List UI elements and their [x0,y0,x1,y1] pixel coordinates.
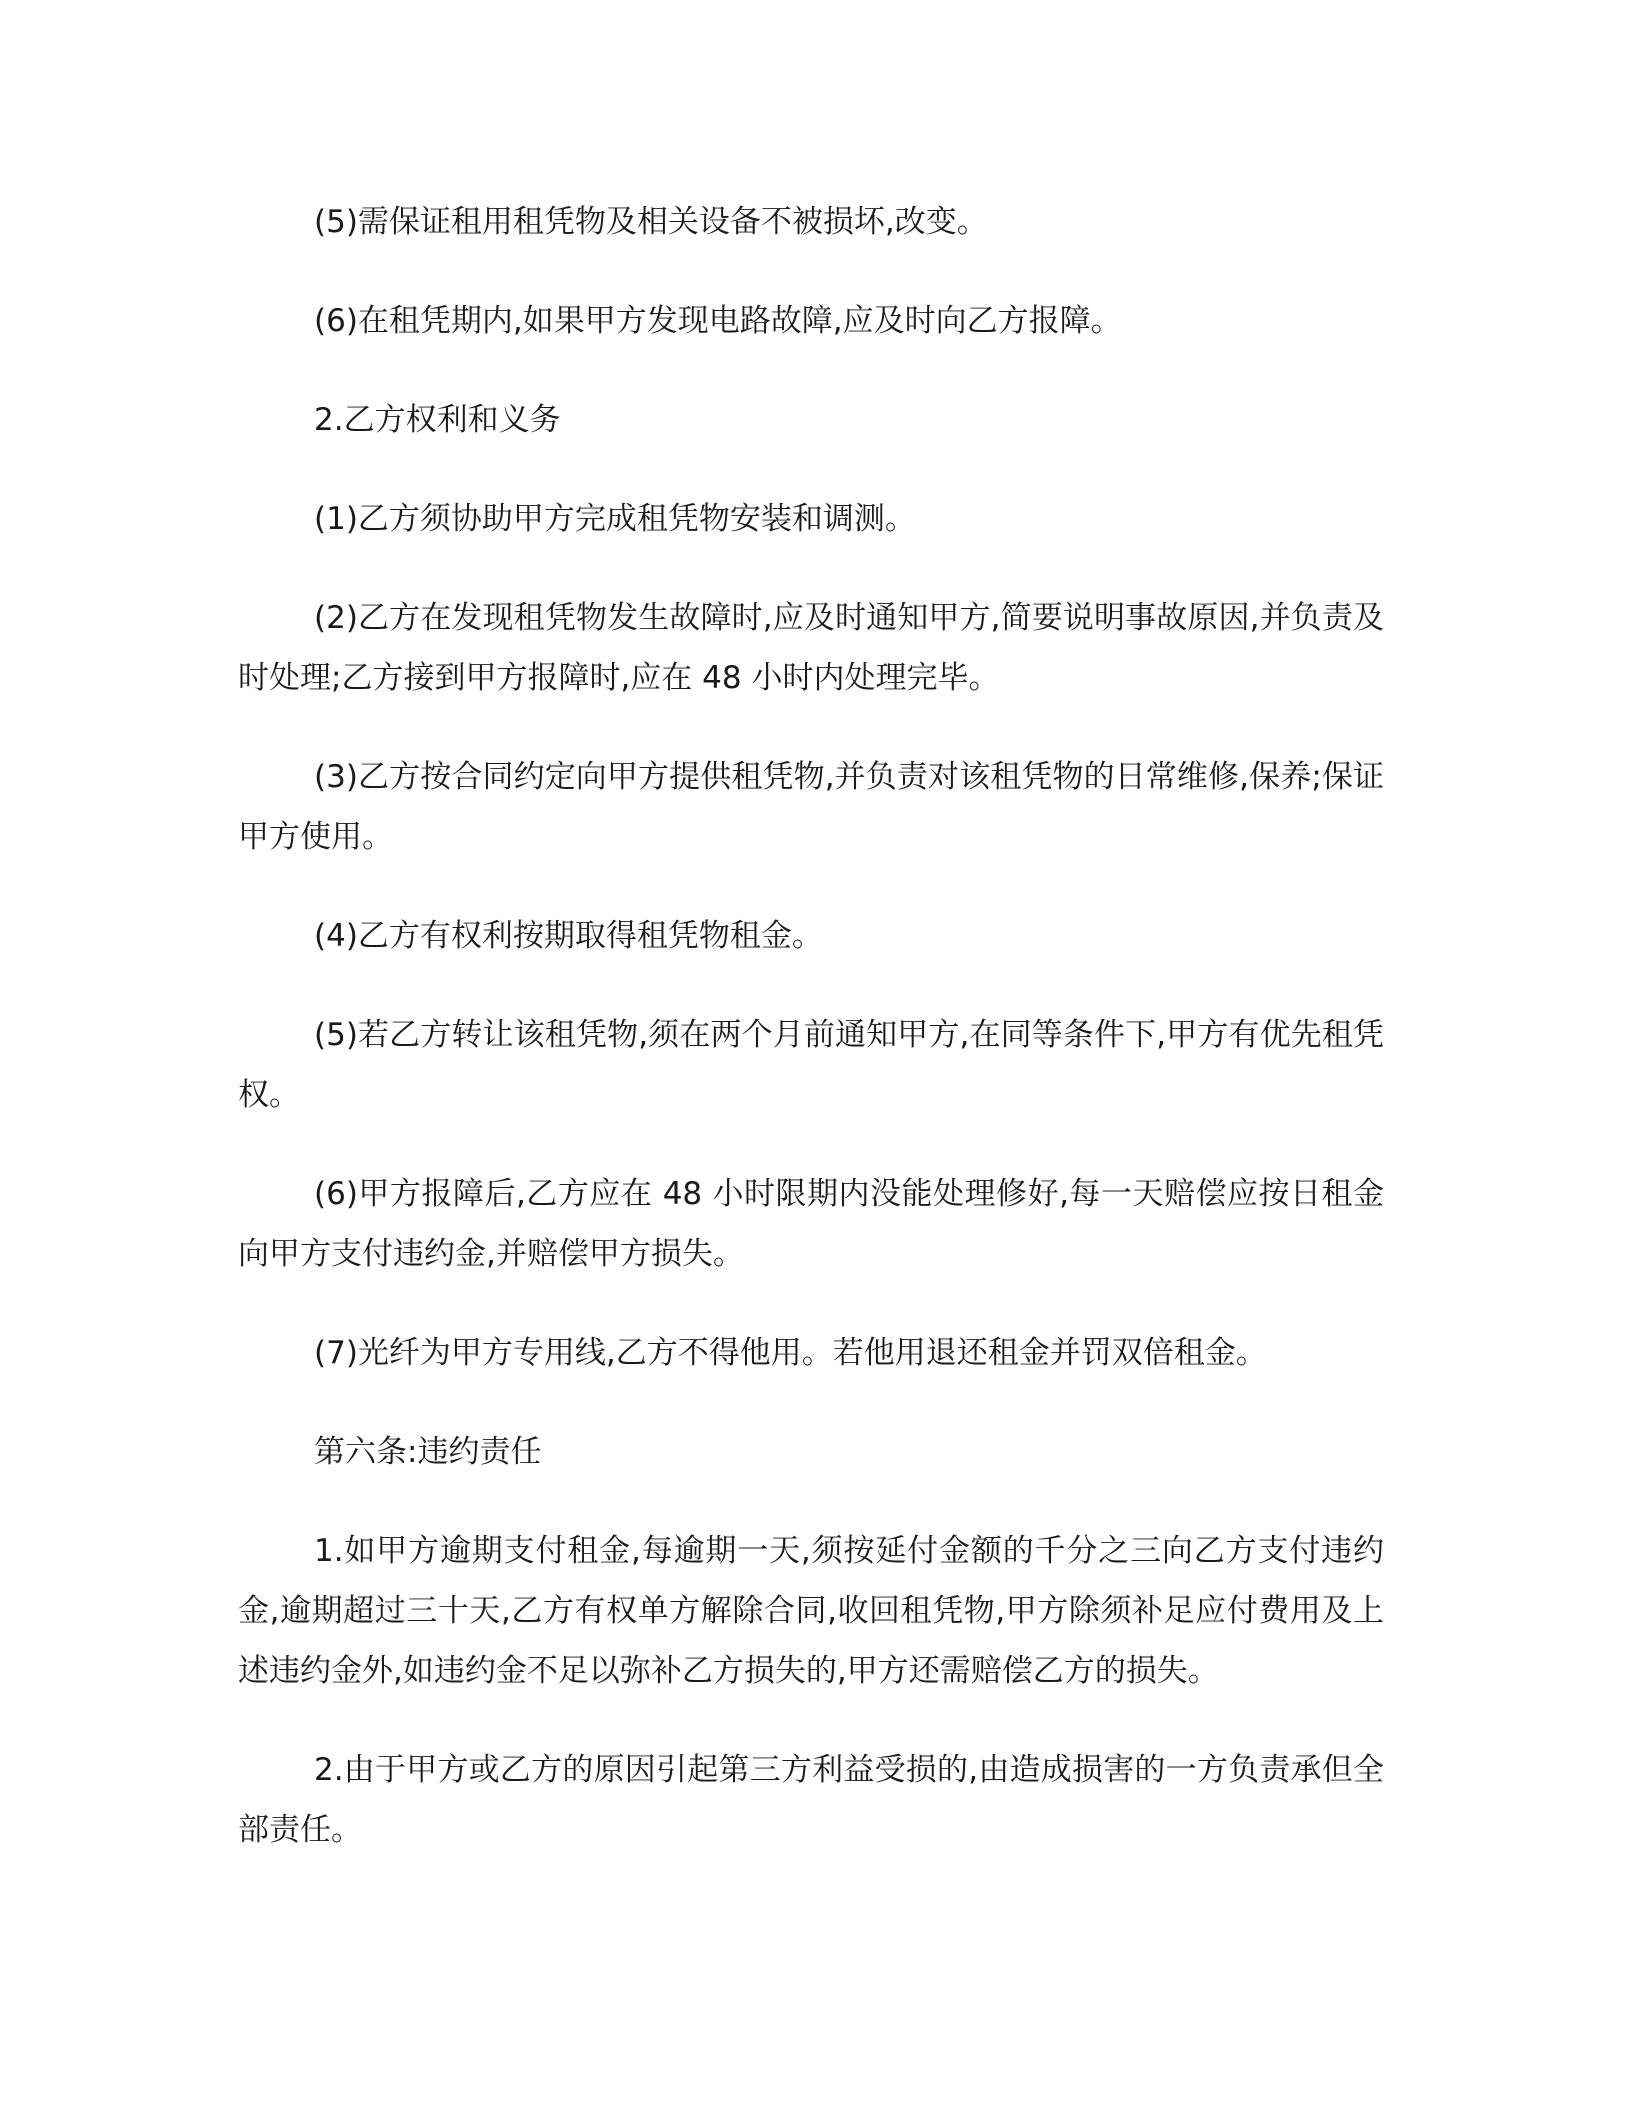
document-body [238,192,1384,1899]
paragraph-b5-transfer: (5)若乙方转让该租凭物,须在两个月前通知甲方,在同等条件下,甲方有优先租凭权。 [238,1017,1384,1113]
paragraph-5-equipment: (5)需保证租用租凭物及相关设备不被损坏,改变。 [314,204,988,240]
paragraph-liability-1: 1.如甲方逾期支付租金,每逾期一天,须按延付金额的千分之三向乙方支付违约金,逾期超过三十天,乙方有权单方解除合同,收回租凭物,甲方除须补足应付费用及上述违约金外,如违约金不足以弥补乙方损失的,甲方还需赔偿乙方的损失。 [238,1533,1384,1689]
paragraph-b7-fiber: (7)光纤为甲方专用线,乙方不得他用。若他用退还租金并罚双倍租金。 [314,1335,1267,1371]
paragraph-6-fault-report: (6)在租凭期内,如果甲方发现电路故障,应及时向乙方报障。 [314,303,1122,339]
section-heading-party-b-rights: 2.乙方权利和义务 [314,402,561,438]
paragraph-b4-rent: (4)乙方有权利按期取得租凭物租金。 [314,918,823,954]
paragraph-b6-penalty: (6)甲方报障后,乙方应在 48 小时限期内没能处理修好,每一天赔偿应按日租金向甲方支付违约金,并赔偿甲方损失。 [238,1176,1384,1272]
paragraph-b3-maintenance: (3)乙方按合同约定向甲方提供租凭物,并负责对该租凭物的日常维修,保养;保证甲方使用。 [238,759,1384,855]
article-6-heading: 第六条:违约责任 [314,1434,542,1470]
paragraph-liability-2: 2.由于甲方或乙方的原因引起第三方利益受损的,由造成损害的一方负责承但全部责任。 [238,1752,1384,1848]
paragraph-b1-installation: (1)乙方须协助甲方完成租凭物安装和调测。 [314,501,916,537]
paragraph-b2-fault-handling: (2)乙方在发现租凭物发生故障时,应及时通知甲方,简要说明事故原因,并负责及时处理;乙方接到甲方报障时,应在 48 小时内处理完毕。 [238,600,1384,696]
